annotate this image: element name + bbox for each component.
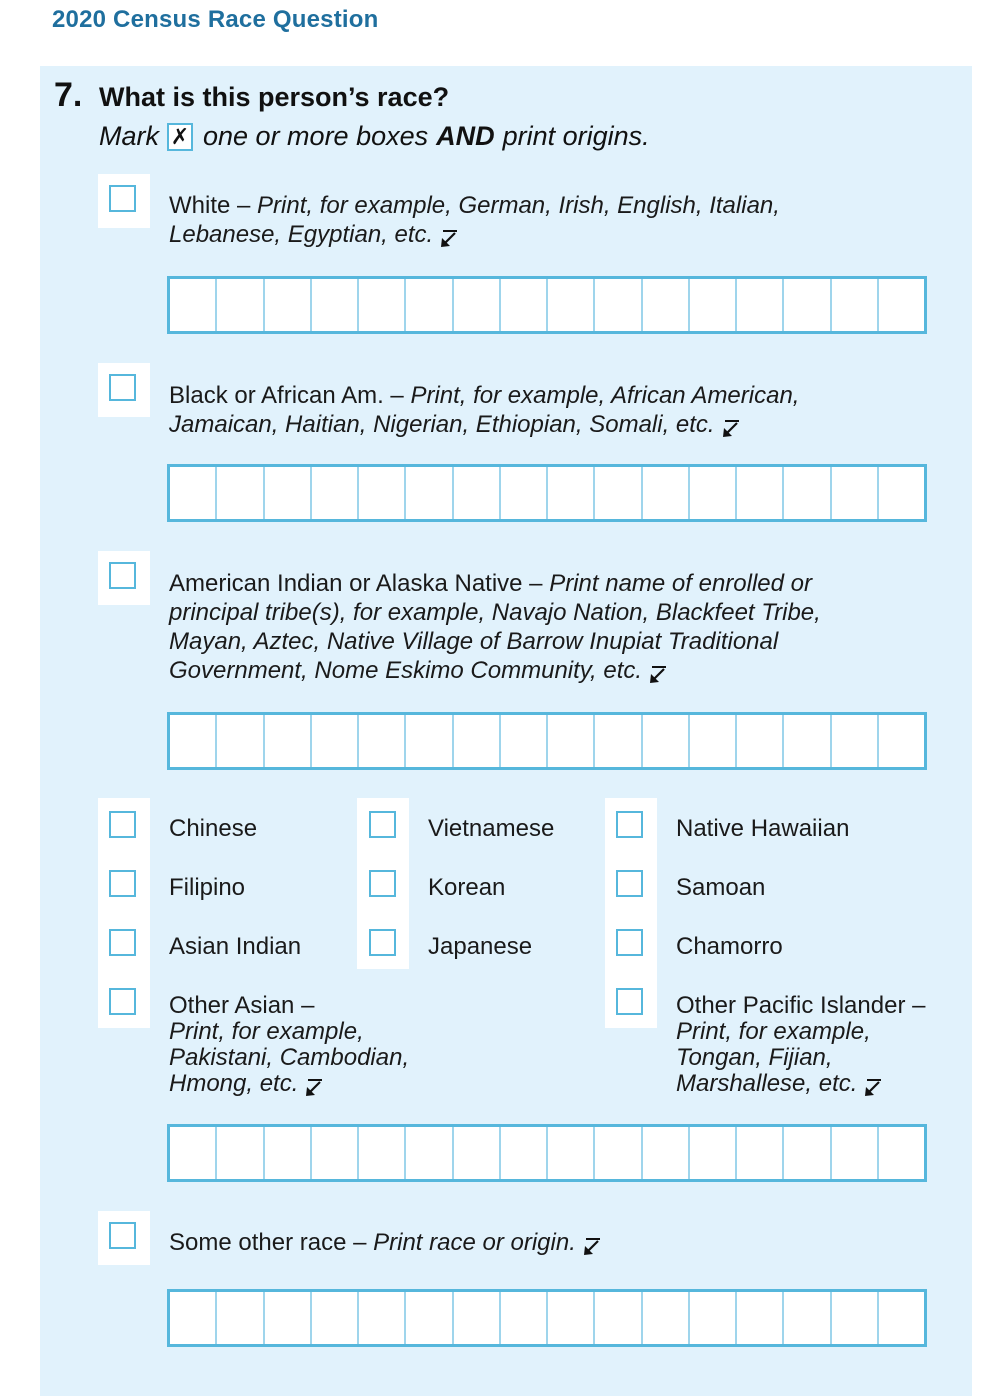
write-in-cell[interactable] <box>454 467 501 519</box>
write-in-cell[interactable] <box>879 467 924 519</box>
write-in-cell[interactable] <box>879 715 924 767</box>
write-in-cell[interactable] <box>548 279 595 331</box>
down-left-arrow-icon <box>721 418 741 438</box>
korean-label: Korean <box>428 874 506 901</box>
aian-prompt-line1: Print name of enrolled or <box>549 570 813 597</box>
other-asian-line2: Print, for example, <box>169 1018 364 1045</box>
filipino-label: Filipino <box>169 874 246 901</box>
write-in-cell[interactable] <box>312 1127 359 1179</box>
write-in-cell[interactable] <box>265 715 312 767</box>
instruction-pre: Mark <box>99 121 159 151</box>
write-in-cell[interactable] <box>217 1127 264 1179</box>
write-in-cell[interactable] <box>643 467 690 519</box>
write-in-cell[interactable] <box>879 1292 924 1344</box>
write-in-cell[interactable] <box>406 467 453 519</box>
filipino-checkbox[interactable] <box>109 870 136 897</box>
chamorro-label: Chamorro <box>676 933 783 960</box>
write-in-cell[interactable] <box>501 1292 548 1344</box>
black-checkbox-pad <box>98 363 150 417</box>
vietnamese-checkbox[interactable] <box>369 811 396 838</box>
write-in-cell[interactable] <box>265 467 312 519</box>
aian-label: American Indian or Alaska Native <box>169 570 523 597</box>
write-in-cell[interactable] <box>595 467 642 519</box>
white-write-in[interactable] <box>167 276 927 334</box>
write-in-cell[interactable] <box>879 1127 924 1179</box>
white-prompt-line2: Lebanese, Egyptian, etc. <box>169 221 434 248</box>
write-in-cell[interactable] <box>359 279 406 331</box>
write-in-cell[interactable] <box>832 279 879 331</box>
write-in-cell[interactable] <box>832 467 879 519</box>
some-other-checkbox[interactable] <box>109 1222 136 1249</box>
write-in-cell[interactable] <box>312 715 359 767</box>
write-in-cell[interactable] <box>501 715 548 767</box>
write-in-cell[interactable] <box>312 1292 359 1344</box>
some-other-prompt: Print race or origin. <box>373 1229 576 1256</box>
write-in-cell[interactable] <box>784 467 831 519</box>
write-in-cell[interactable] <box>406 1292 453 1344</box>
black-dash: – <box>383 382 411 409</box>
some-other-checkbox-pad <box>98 1211 150 1265</box>
write-in-cell[interactable] <box>501 1127 548 1179</box>
write-in-cell[interactable] <box>359 467 406 519</box>
write-in-cell[interactable] <box>784 1292 831 1344</box>
write-in-cell[interactable] <box>454 715 501 767</box>
write-in-cell[interactable] <box>690 1127 737 1179</box>
down-left-arrow-icon <box>863 1077 883 1097</box>
asian-indian-checkbox[interactable] <box>109 929 136 956</box>
write-in-cell[interactable] <box>359 1127 406 1179</box>
down-left-arrow-icon <box>582 1236 602 1256</box>
korean-checkbox[interactable] <box>369 870 396 897</box>
write-in-cell[interactable] <box>690 1292 737 1344</box>
aian-checkbox[interactable] <box>109 562 136 589</box>
native-hawaiian-label: Native Hawaiian <box>676 815 850 842</box>
aian-prompt-line2: principal tribe(s), for example, Navajo Nation, Blackfeet Tribe, <box>169 599 821 626</box>
write-in-cell[interactable] <box>832 715 879 767</box>
instruction-bold: AND <box>436 121 495 151</box>
white-checkbox[interactable] <box>109 185 136 212</box>
question-number: 7. <box>54 76 83 114</box>
write-in-cell[interactable] <box>595 1292 642 1344</box>
black-prompt-line2: Jamaican, Haitian, Nigerian, Ethiopian, Somali, etc. <box>169 411 715 438</box>
vietnamese-label: Vietnamese <box>428 815 555 842</box>
write-in-cell[interactable] <box>595 715 642 767</box>
write-in-cell[interactable] <box>454 279 501 331</box>
black-label: Black or African Am. <box>169 382 384 409</box>
write-in-cell[interactable] <box>170 279 217 331</box>
other-pi-label: Other Pacific Islander – <box>676 992 926 1019</box>
aian-option-text <box>169 569 821 685</box>
white-prompt-line1: Print, for example, German, Irish, English, Italian, <box>257 192 780 219</box>
white-label: White <box>169 192 231 219</box>
write-in-cell[interactable] <box>406 279 453 331</box>
some-other-write-in[interactable] <box>167 1289 927 1347</box>
some-other-dash: – <box>346 1229 374 1256</box>
write-in-cell[interactable] <box>265 1292 312 1344</box>
write-in-cell[interactable] <box>737 279 784 331</box>
figure-title: 2020 Census Race Question <box>52 6 379 33</box>
white-option-text <box>169 191 780 249</box>
down-left-arrow-icon <box>304 1077 324 1097</box>
japanese-checkbox[interactable] <box>369 929 396 956</box>
write-in-cell[interactable] <box>359 1292 406 1344</box>
write-in-cell[interactable] <box>312 279 359 331</box>
write-in-cell[interactable] <box>170 1127 217 1179</box>
write-in-cell[interactable] <box>359 715 406 767</box>
write-in-cell[interactable] <box>217 1292 264 1344</box>
black-option-text <box>169 381 799 439</box>
samoan-label: Samoan <box>676 874 766 901</box>
down-left-arrow-icon <box>439 228 459 248</box>
other-pi-line3: Tongan, Fijian, <box>676 1044 833 1071</box>
aian-write-in[interactable] <box>167 712 927 770</box>
write-in-cell[interactable] <box>170 467 217 519</box>
write-in-cell[interactable] <box>690 467 737 519</box>
write-in-cell[interactable] <box>643 1127 690 1179</box>
write-in-cell[interactable] <box>454 1127 501 1179</box>
black-checkbox[interactable] <box>109 374 136 401</box>
write-in-cell[interactable] <box>643 715 690 767</box>
example-mark-box: ✗ <box>167 123 193 151</box>
asian-indian-label: Asian Indian <box>169 933 302 960</box>
write-in-cell[interactable] <box>217 279 264 331</box>
write-in-cell[interactable] <box>737 715 784 767</box>
write-in-cell[interactable] <box>643 1292 690 1344</box>
write-in-cell[interactable] <box>217 467 264 519</box>
aian-dash: – <box>522 570 550 597</box>
write-in-cell[interactable] <box>265 1127 312 1179</box>
write-in-cell[interactable] <box>312 467 359 519</box>
write-in-cell[interactable] <box>406 1127 453 1179</box>
white-checkbox-pad <box>98 174 150 228</box>
aian-checkbox-pad <box>98 551 150 605</box>
question-instruction <box>99 121 650 152</box>
other-pi-checkbox[interactable] <box>616 988 643 1015</box>
write-in-cell[interactable] <box>832 1292 879 1344</box>
other-pi-text <box>676 993 925 1097</box>
write-in-cell[interactable] <box>643 279 690 331</box>
write-in-cell[interactable] <box>737 467 784 519</box>
write-in-cell[interactable] <box>548 467 595 519</box>
write-in-cell[interactable] <box>832 1127 879 1179</box>
other-pi-line2: Print, for example, <box>676 1018 871 1045</box>
aian-prompt-line4: Government, Nome Eskimo Community, etc. <box>169 657 643 684</box>
black-write-in[interactable] <box>167 464 927 522</box>
write-in-cell[interactable] <box>784 279 831 331</box>
down-left-arrow-icon <box>648 664 668 684</box>
question-text: What is this person’s race? <box>99 82 450 112</box>
samoan-checkbox[interactable] <box>616 870 643 897</box>
write-in-cell[interactable] <box>454 1292 501 1344</box>
some-other-option-text <box>169 1228 602 1257</box>
other-pi-line4: Marshallese, etc. <box>676 1070 858 1097</box>
instruction-post: print origins. <box>502 121 650 151</box>
write-in-cell[interactable] <box>784 1127 831 1179</box>
chamorro-checkbox[interactable] <box>616 929 643 956</box>
write-in-cell[interactable] <box>170 715 217 767</box>
native-hawaiian-checkbox[interactable] <box>616 811 643 838</box>
write-in-cell[interactable] <box>548 1127 595 1179</box>
write-in-cell[interactable] <box>690 715 737 767</box>
write-in-cell[interactable] <box>879 279 924 331</box>
aian-prompt-line3: Mayan, Aztec, Native Village of Barrow Inupiat Traditional <box>169 628 779 655</box>
other-asian-checkbox[interactable] <box>109 988 136 1015</box>
other-asian-line3: Pakistani, Cambodian, <box>169 1044 410 1071</box>
write-in-cell[interactable] <box>595 279 642 331</box>
write-in-cell[interactable] <box>784 715 831 767</box>
other-asian-label: Other Asian – <box>169 992 315 1019</box>
other-asian-line4: Hmong, etc. <box>169 1070 299 1097</box>
white-dash: – <box>230 192 258 219</box>
write-in-cell[interactable] <box>170 1292 217 1344</box>
write-in-cell[interactable] <box>406 715 453 767</box>
instruction-mid: one or more boxes <box>203 121 429 151</box>
write-in-cell[interactable] <box>548 1292 595 1344</box>
black-prompt-line1: Print, for example, African American, <box>410 382 800 409</box>
write-in-cell[interactable] <box>548 715 595 767</box>
chinese-label: Chinese <box>169 815 258 842</box>
japanese-label: Japanese <box>428 933 533 960</box>
asian-pi-write-in[interactable] <box>167 1124 927 1182</box>
write-in-cell[interactable] <box>265 279 312 331</box>
write-in-cell[interactable] <box>737 1292 784 1344</box>
other-asian-text <box>169 993 409 1097</box>
write-in-cell[interactable] <box>737 1127 784 1179</box>
write-in-cell[interactable] <box>690 279 737 331</box>
write-in-cell[interactable] <box>501 467 548 519</box>
write-in-cell[interactable] <box>595 1127 642 1179</box>
chinese-checkbox[interactable] <box>109 811 136 838</box>
some-other-label: Some other race <box>169 1229 347 1256</box>
write-in-cell[interactable] <box>217 715 264 767</box>
write-in-cell[interactable] <box>501 279 548 331</box>
